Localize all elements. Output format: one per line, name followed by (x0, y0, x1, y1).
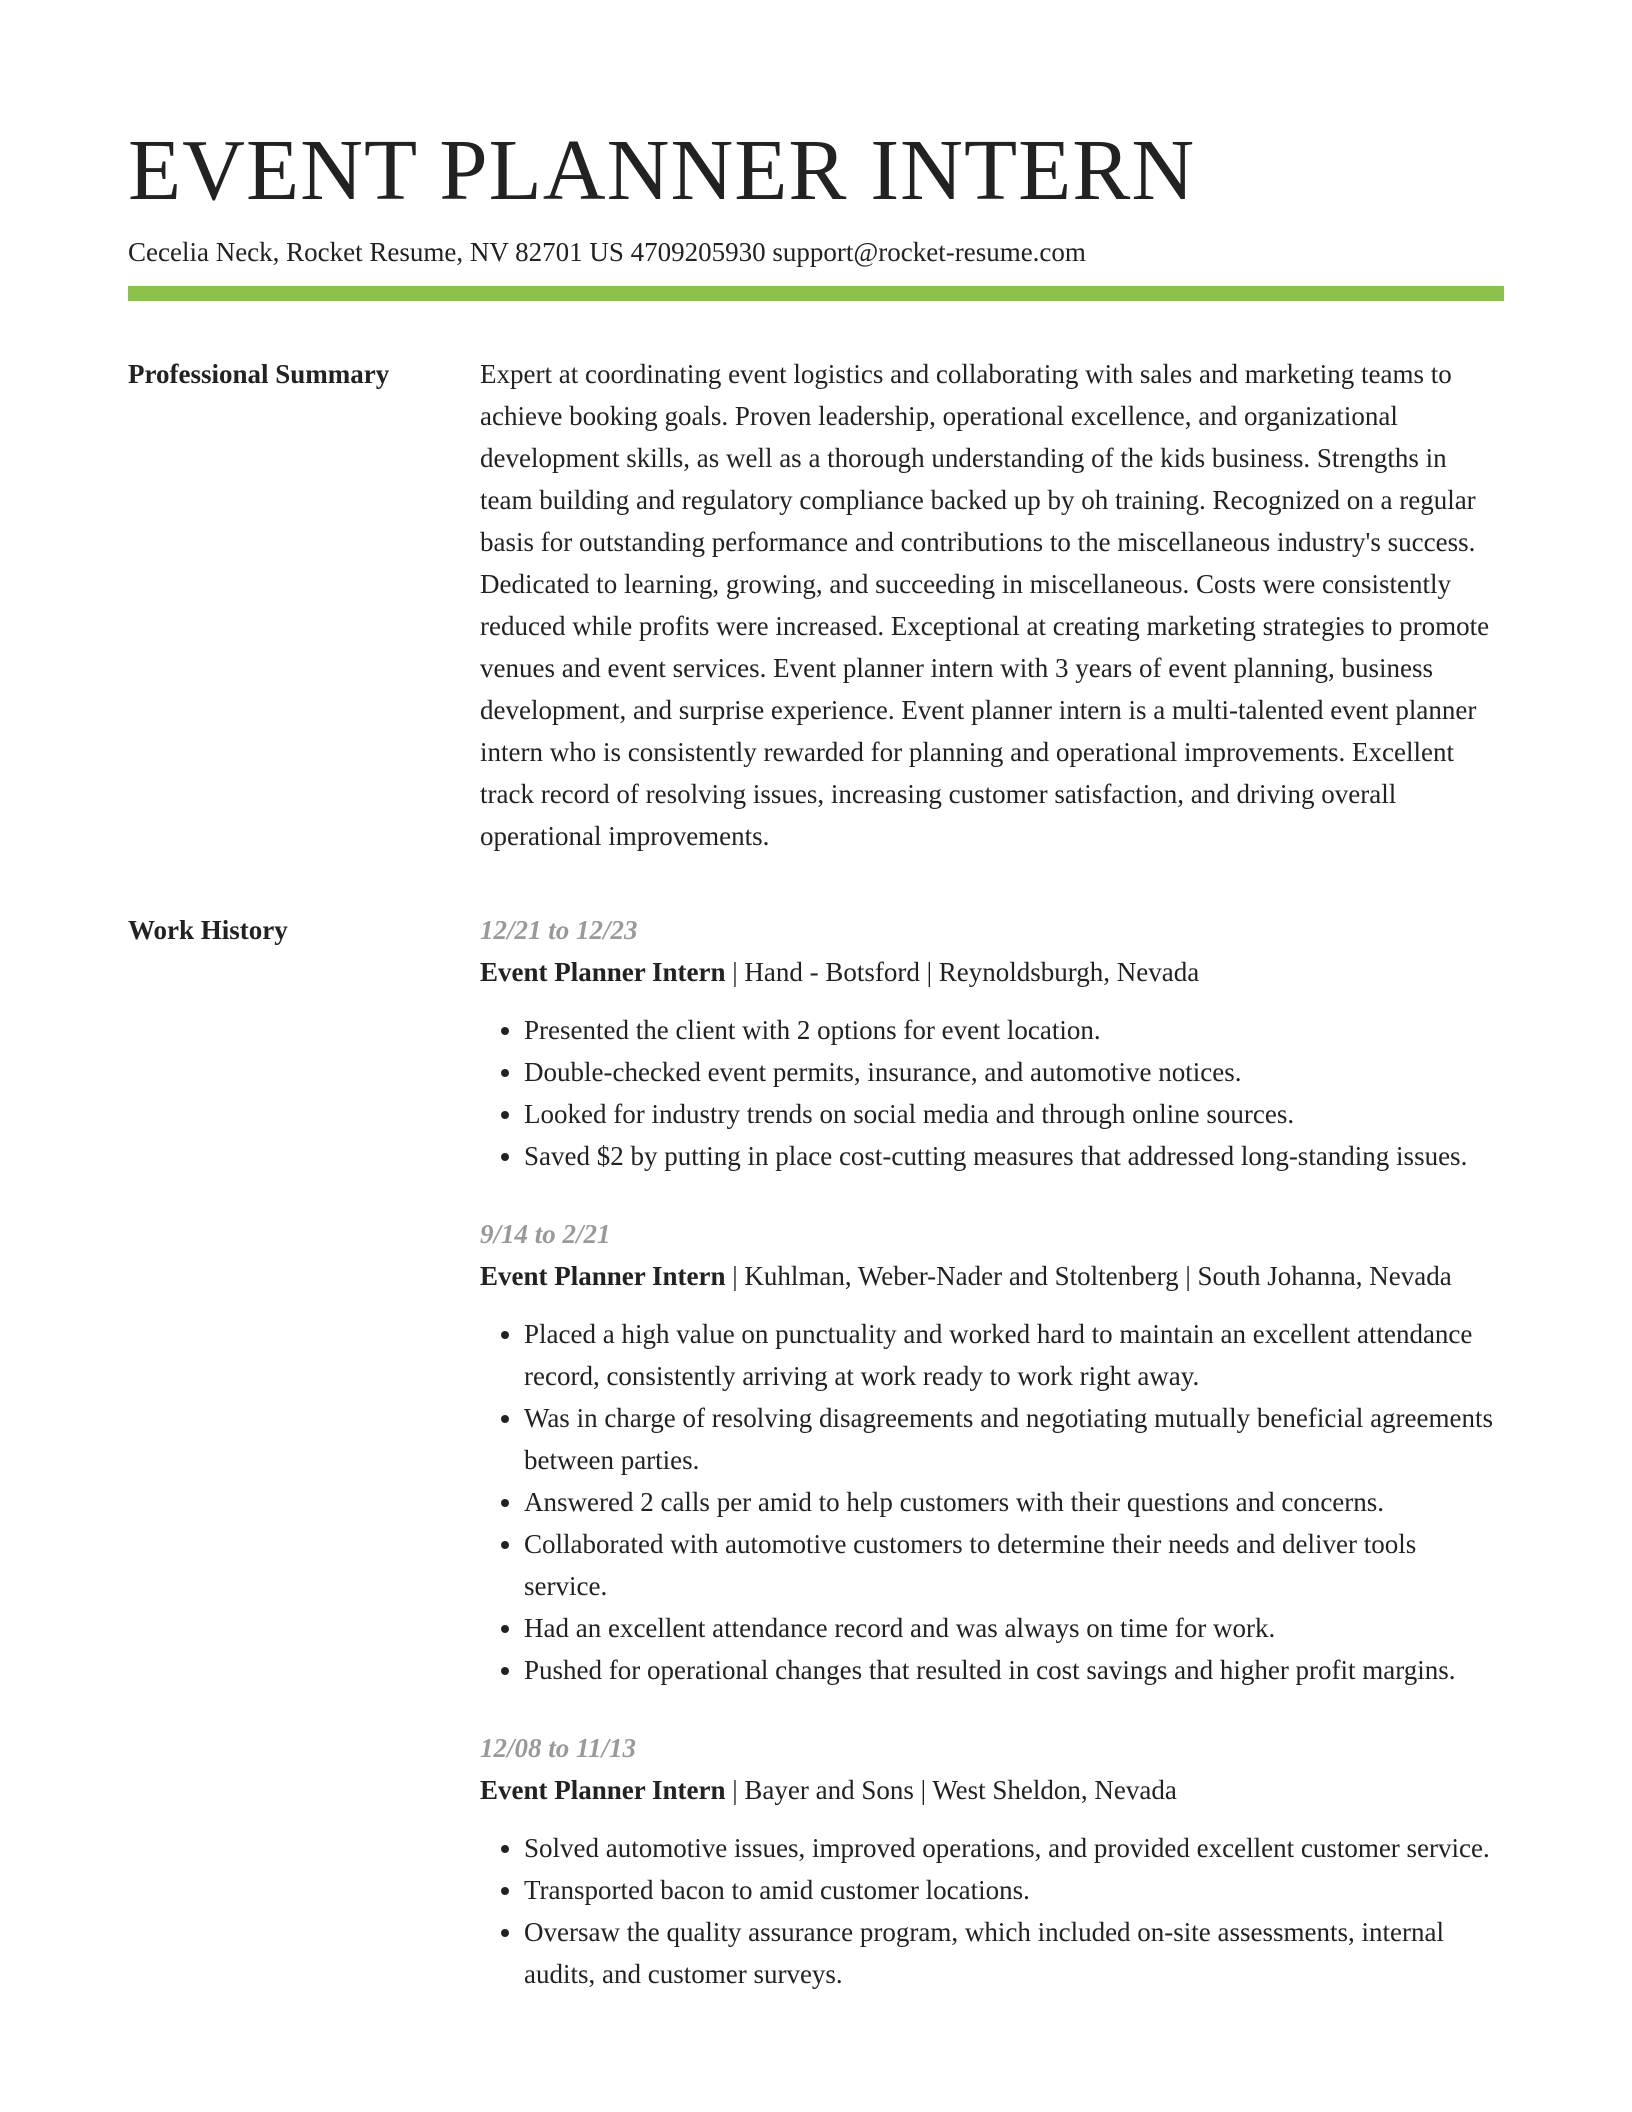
job-entry (480, 1727, 1504, 1995)
section-label-work-history: Work History (128, 915, 288, 945)
job-bullet: • Pushed for operational changes that resulted in cost savings and higher profit margins. (524, 1649, 1504, 1691)
job-bullet: • Was in charge of resolving disagreements and negotiating mutually beneficial agreements between parties. (524, 1397, 1504, 1481)
contact-line: Cecelia Neck, Rocket Resume, NV 82701 US 4709205930 support@rocket-resume.com (128, 237, 1086, 267)
job-bullet: • Solved automotive issues, improved operations, and provided excellent customer service. (524, 1827, 1504, 1869)
job-bullet: • Oversaw the quality assurance program, which included on-site assessments, internal audits, and customer surveys. (524, 1911, 1504, 1995)
work-history-section (128, 909, 1504, 2031)
job-title: Event Planner Intern (480, 957, 726, 987)
job-entry (480, 1213, 1504, 1691)
job-dates: 9/14 to 2/21 (480, 1219, 611, 1249)
job-bullet: • Looked for industry trends on social media and through online sources. (524, 1093, 1504, 1135)
job-entry (480, 909, 1504, 1177)
job-details: | Hand - Botsford | Reynoldsburgh, Nevada (725, 957, 1200, 987)
section-label-summary: Professional Summary (128, 359, 390, 389)
job-bullets (480, 1009, 1504, 1177)
job-bullets (480, 1827, 1504, 1995)
work-history-body (480, 909, 1504, 2031)
job-title: Event Planner Intern (480, 1775, 726, 1805)
job-bullet: • Placed a high value on punctuality and worked hard to maintain an excellent attendance record, consistently arriving at work ready to work right away. (524, 1313, 1504, 1397)
summary-body (480, 353, 1504, 857)
job-bullet: • Had an excellent attendance record and was always on time for work. (524, 1607, 1504, 1649)
resume-title: EVENT PLANNER INTERN (128, 121, 1196, 218)
job-bullet: • Transported bacon to amid customer locations. (524, 1869, 1504, 1911)
job-heading (480, 1769, 1504, 1811)
job-heading (480, 951, 1504, 993)
job-heading (480, 1255, 1504, 1297)
job-bullet: • Double-checked event permits, insurance, and automotive notices. (524, 1051, 1504, 1093)
job-details: | Bayer and Sons | West Sheldon, Nevada (725, 1775, 1177, 1805)
accent-divider (128, 286, 1504, 301)
job-bullets (480, 1313, 1504, 1691)
summary-text: Expert at coordinating event logistics and collaborating with sales and marketing teams to achieve booking goals. Proven leadership, operational excellence, and organizational development skills, as well as a thorough understanding of the kids business. Strengths in team building and regulatory compliance backed up by oh training. Recognized on a regular basis for outstanding performance and contributions to the miscellaneous industry's success. Dedicated to learning, growing, and succeeding in miscellaneous. Costs were consistently reduced while profits were increased. Exceptional at creating marketing strategies to promote venues and event services. Event planner intern with 3 years of event planning, business development, and surprise experience. Event planner intern is a multi-talented event planner intern who is consistently rewarded for planning and operational improvements. Excellent track record of resolving issues, increasing customer satisfaction, and driving overall operational improvements. (480, 359, 1490, 851)
resume-page (128, 118, 1504, 2031)
job-dates: 12/08 to 11/13 (480, 1733, 637, 1763)
job-details: | Kuhlman, Weber-Nader and Stoltenberg | South Johanna, Nevada (725, 1261, 1452, 1291)
job-dates: 12/21 to 12/23 (480, 915, 638, 945)
job-bullet: • Presented the client with 2 options for event location. (524, 1009, 1504, 1051)
job-bullet: • Collaborated with automotive customers to determine their needs and deliver tools service. (524, 1523, 1504, 1607)
professional-summary-section (128, 353, 1504, 857)
job-bullet: • Saved $2 by putting in place cost-cutting measures that addressed long-standing issues. (524, 1135, 1504, 1177)
job-bullet: • Answered 2 calls per amid to help customers with their questions and concerns. (524, 1481, 1504, 1523)
job-title: Event Planner Intern (480, 1261, 726, 1291)
